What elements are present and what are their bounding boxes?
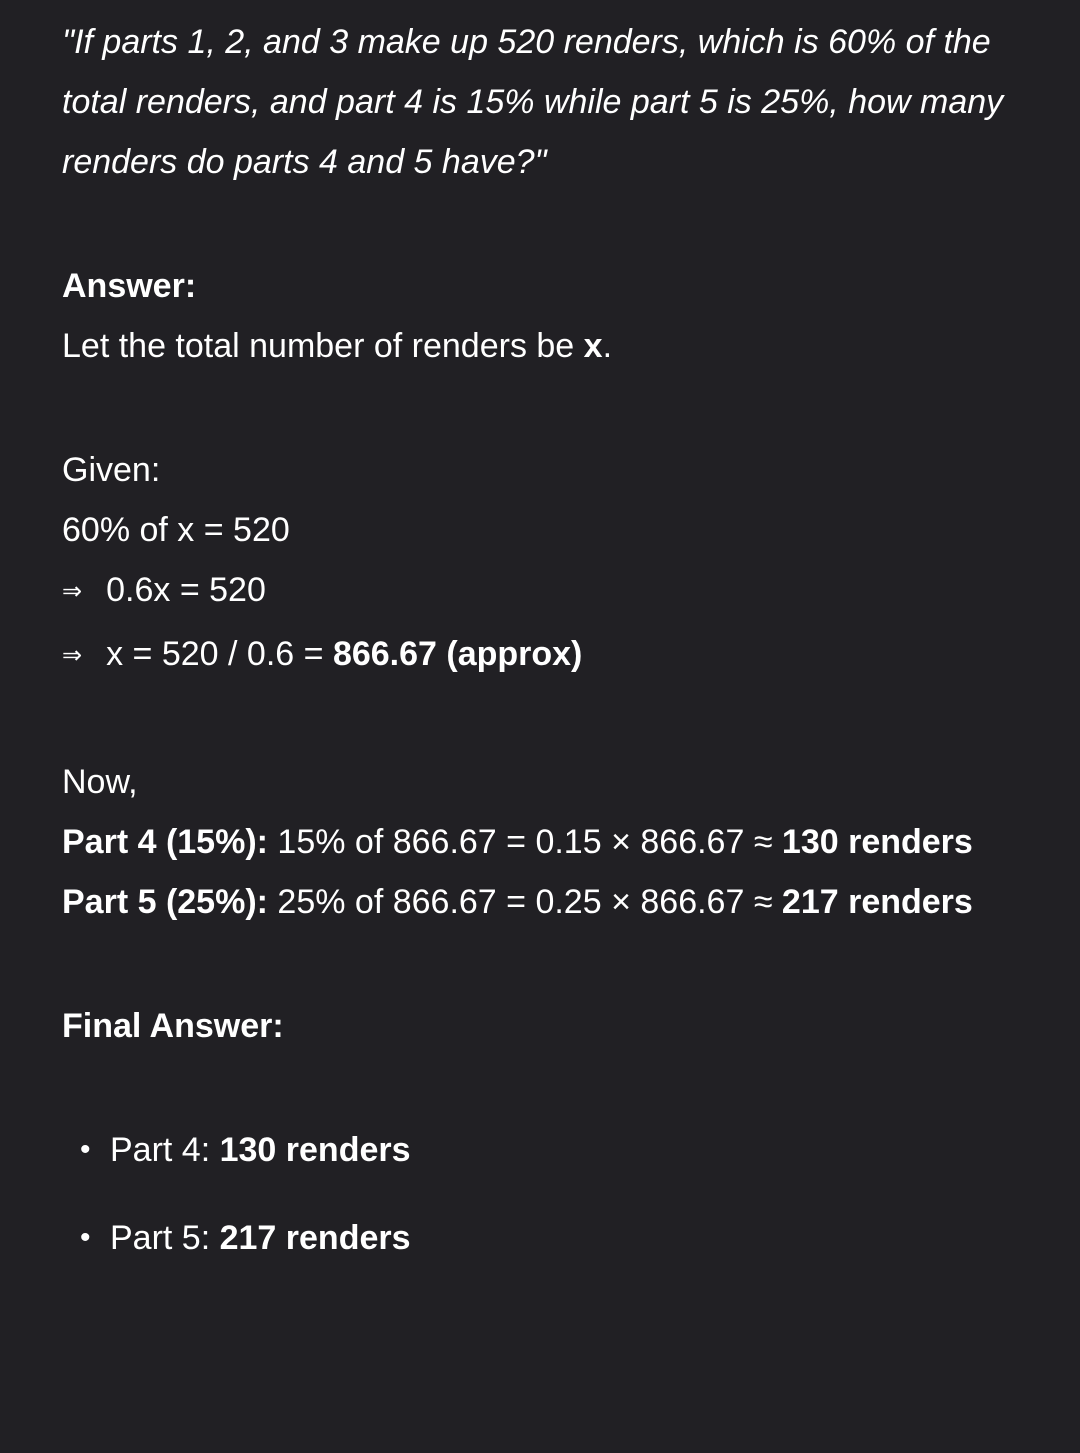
list-item	[62, 1208, 1022, 1268]
final-part4-value: 130 renders	[219, 1131, 411, 1169]
given-equation-3-prefix: x = 520 / 0.6 =	[106, 635, 333, 673]
part5-calculation: 25% of 866.67 = 0.25 × 866.67 ≈	[267, 883, 782, 921]
answer-intro-variable: x	[583, 327, 603, 365]
question-text: "If parts 1, 2, and 3 make up 520 renders, which is 60% of the total renders, and part 4 is 15% while part 5 is 25%, how many renders do parts 4 and 5 have?"	[62, 23, 1004, 181]
final-part5-value: 217 renders	[219, 1219, 411, 1257]
final-answer-heading-block	[62, 996, 1022, 1056]
answer-intro-block	[62, 256, 1022, 376]
given-heading: Given:	[62, 451, 161, 489]
final-answer-heading: Final Answer:	[62, 1007, 284, 1045]
part4-result: 130 renders	[781, 823, 973, 861]
given-equation-3-result: 866.67 (approx)	[332, 635, 583, 673]
now-heading: Now,	[62, 763, 138, 801]
given-equation-2: 0.6x = 520	[106, 571, 266, 609]
implies-arrow-icon: ⇒	[62, 642, 83, 669]
part5-label: Part 5 (25%):	[62, 883, 268, 921]
answer-intro-prefix: Let the total number of renders be	[62, 327, 584, 365]
given-equation-1: 60% of x = 520	[62, 511, 290, 549]
final-part5-label: Part 5:	[110, 1219, 220, 1257]
list-item	[62, 1120, 1022, 1180]
implies-arrow-icon: ⇒	[62, 578, 83, 605]
given-block	[62, 440, 1022, 688]
part5-result: 217 renders	[781, 883, 973, 921]
answer-intro-suffix: .	[602, 327, 613, 365]
part4-calculation: 15% of 866.67 = 0.15 × 866.67 ≈	[267, 823, 782, 861]
final-part4-label: Part 4:	[110, 1131, 220, 1169]
final-answer-list	[62, 1120, 1022, 1268]
answer-heading: Answer:	[62, 267, 197, 305]
part4-label: Part 4 (15%):	[62, 823, 268, 861]
calculation-block	[62, 752, 1022, 932]
